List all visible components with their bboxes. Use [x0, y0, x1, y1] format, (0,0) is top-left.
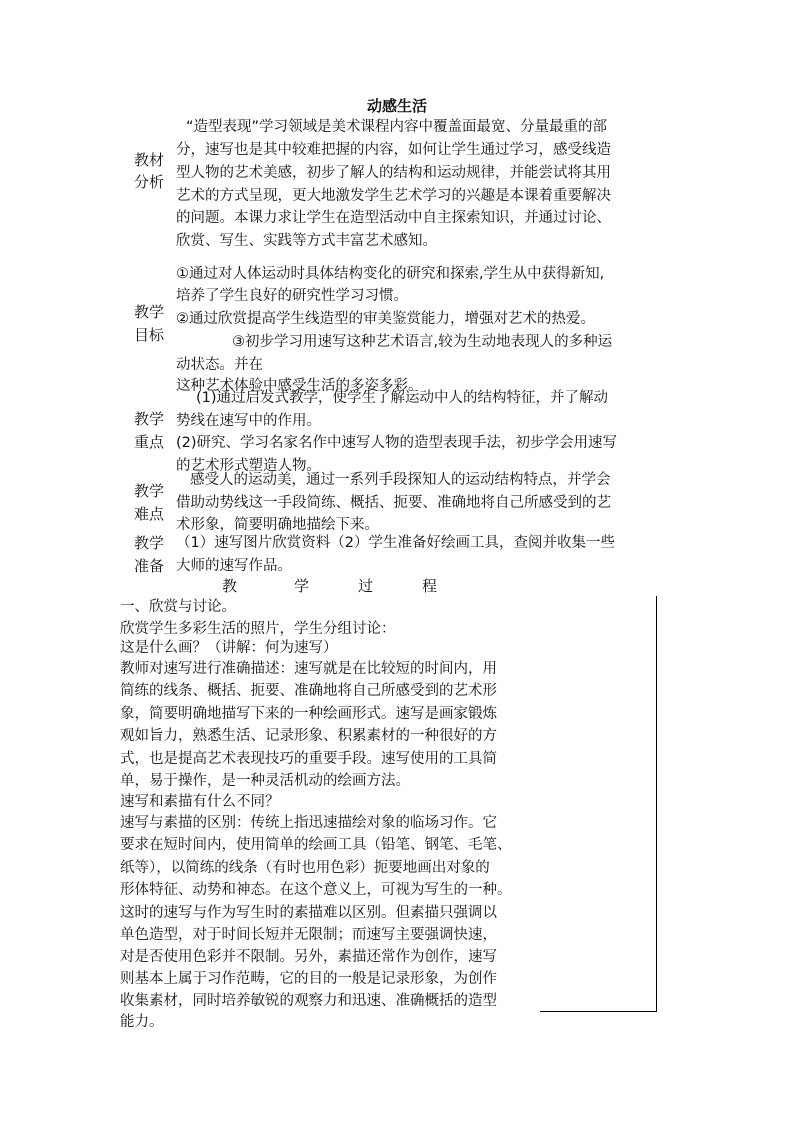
- key-points-line-3: (2)研究、学习名家名作中速写人物的造型表现手法，初步学会用速写: [176, 435, 618, 451]
- analysis-label-2: 分析: [133, 173, 164, 191]
- difficulty-label-1: 教学: [133, 482, 164, 500]
- difficulty-label-2: 难点: [133, 505, 164, 523]
- analysis-line-2: 分，速写也是其中较难把握的内容，如何让学生通过学习，感受线造: [176, 142, 611, 158]
- analysis-label-1: 教材: [133, 151, 164, 169]
- process-line-10: 速写和素描有什么不同？: [120, 794, 280, 810]
- process-line-20: 能力。: [120, 1014, 164, 1030]
- process-line-1: 一、欣赏与讨论。: [120, 599, 236, 615]
- key-points-line-1: (1)通过启发式教学，使学生了解运动中人的结构特征，并了解动: [196, 390, 609, 406]
- process-line-8: 式，也是提高艺术表现技巧的重要手段。速写使用的工具简: [120, 751, 497, 767]
- process-line-12: 要求在短时间内，使用简单的绘画工具（铅笔、钢笔、毛笔、: [120, 837, 512, 853]
- process-line-9: 单，易于操作，是一种灵活机动的绘画方法。: [120, 773, 410, 789]
- difficulty-line-3: 术形象，简要明确地描绘下来。: [176, 517, 379, 533]
- process-heading-char-2: 学: [294, 577, 310, 595]
- key-points-label-1: 教学: [133, 410, 164, 428]
- process-line-16: 单色造型，对于时间长短并无限制；而速写主要强调快速，: [120, 927, 497, 943]
- page-title: 动感生活: [366, 97, 427, 115]
- difficulty-line-1: 感受人的运动美，通过一系列手段探知人的运动结构特点，并学会: [190, 472, 611, 488]
- preparation-label-1: 教学: [133, 534, 164, 552]
- process-line-4: 教师对速写进行准确描述：速写就是在比较短的时间内，用: [120, 661, 497, 677]
- process-line-2: 欣赏学生多彩生活的照片，学生分组讨论：: [120, 621, 396, 637]
- process-line-5: 简练的线条、概括、扼要、准确地将自己所感受到的艺术形: [120, 683, 497, 699]
- process-line-11: 速写与素描的区别：传统上指迅速描绘对象的临场习作。它: [120, 815, 497, 831]
- process-line-3: 这是什么画？（讲解：何为速写）: [120, 640, 338, 656]
- difficulty-line-2: 借助动势线这一手段简练、概括、扼要、准确地将自己所感受到的艺: [176, 495, 611, 511]
- analysis-line-3: 型人物的艺术美感，初步了解人的结构和运动规律，并能尝试将其用: [176, 165, 611, 181]
- key-points-line-4: 的艺术形式塑造人物。: [176, 458, 321, 474]
- process-heading-char-4: 程: [422, 577, 438, 595]
- goals-line-5: 动状态。并在: [176, 357, 263, 373]
- goals-line-2: 培养了学生良好的研究性学习习惯。: [176, 288, 408, 304]
- preparation-line-1: （1）速写图片欣赏资料（2）学生准备好绘画工具，查阅并收集一些: [176, 535, 615, 551]
- analysis-line-4: 艺术的方式呈现，更大地激发学生艺术学习的兴趣是本课着重要解决: [176, 188, 611, 204]
- analysis-line-1: “造型表现”学习领域是美术课程内容中覆盖面最宽、分量最重的部: [186, 119, 608, 135]
- process-line-15: 这时的速写与作为写生时的素描难以区别。但素描只强调以: [120, 905, 497, 921]
- process-line-6: 象，简要明确地描写下来的一种绘画形式。速写是画家锻炼: [120, 706, 497, 722]
- process-line-19: 收集素材，同时培养敏锐的观察力和迅速、准确概括的造型: [120, 993, 497, 1009]
- goals-line-3: ②通过欣赏提高学生线造型的审美鉴赏能力，增强对艺术的热爱。: [176, 311, 595, 327]
- process-line-18: 则基本上属于习作范畴，它的目的一般是记录形象，为创作: [120, 971, 497, 987]
- goals-line-4: ③初步学习用速写这种艺术语言,较为生动地表现人的多种运: [232, 334, 613, 350]
- goals-label-2: 目标: [133, 326, 164, 344]
- process-line-13: 纸等），以简练的线条（有时也用色彩）扼要地画出对象的: [120, 860, 490, 876]
- table-border-right: [656, 596, 657, 1012]
- preparation-label-2: 准备: [133, 557, 164, 575]
- process-heading-char-3: 过: [358, 577, 374, 595]
- key-points-line-2: 势线在速写中的作用。: [176, 413, 321, 429]
- goals-line-6: 这种艺术体验中感受生活的多姿多彩。: [176, 378, 423, 394]
- key-points-label-2: 重点: [133, 433, 164, 451]
- goals-line-1: ①通过对人体运动时具体结构变化的研究和探索,学生从中获得新知,: [176, 266, 605, 282]
- table-border-bottom: [540, 1011, 657, 1012]
- preparation-line-2: 大师的速写作品。: [176, 558, 292, 574]
- analysis-line-5: 的问题。本课力求让学生在造型活动中自主探索知识，并通过讨论、: [176, 210, 611, 226]
- process-line-14: 形体特征、动势和神态。在这个意义上，可视为写生的一种。: [120, 882, 512, 898]
- process-line-7: 观如旨力，熟悉生活、记录形象、积累素材的一种很好的方: [120, 728, 497, 744]
- process-heading-char-1: 教: [222, 577, 238, 595]
- goals-label-1: 教学: [133, 303, 164, 321]
- process-line-17: 对是否使用色彩并不限制。另外，素描还常作为创作，速写: [120, 949, 497, 965]
- analysis-line-6: 欣赏、写生、实践等方式丰富艺术感知。: [176, 233, 437, 249]
